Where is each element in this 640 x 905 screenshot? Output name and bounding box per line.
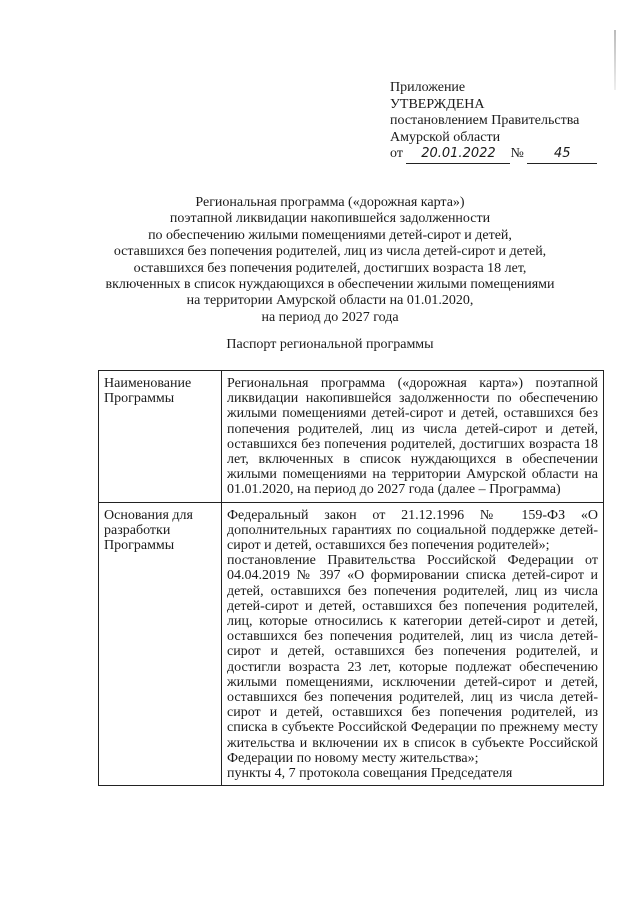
approval-line: постановлением Правительства (390, 113, 580, 128)
handwritten-number: 45 (527, 146, 597, 164)
approval-block (390, 80, 597, 164)
approval-line: Амурской области (390, 129, 501, 145)
date-prefix: от (390, 146, 403, 161)
approval-date-line (390, 146, 597, 164)
table-row (99, 502, 604, 786)
handwritten-date: 20.01.2022 (406, 146, 510, 164)
title-line: включенных в список нуждающихся в обеспечении жилыми помещениями (105, 277, 555, 293)
table-row (99, 371, 604, 503)
scan-artifact (614, 30, 616, 90)
passport-table (98, 370, 604, 786)
title-line: на период до 2027 года (261, 309, 399, 325)
title-line: поэтапной ликвидации накопившейся задолженности (169, 211, 491, 227)
number-sign: № (510, 146, 524, 161)
row-content (222, 502, 604, 786)
content-paragraph: пункты 4, 7 протокола совещания Председателя (227, 766, 513, 782)
passport-heading: Паспорт региональной программы (226, 337, 434, 352)
approval-line: Приложение (390, 80, 466, 95)
content-paragraph: постановление Правительства Российской Федерации от 04.04.2019 № 397 «О формировании списка детей-сирот и детей, оставшихся без попечения родителей, лиц из числа детей-сирот и детей, оставшихся без попечения родителей, лиц, которые относились к категории детей-сирот и детей, оставшихся без попечения родителей, лиц из числа детей-сирот и детей, оставшихся без попечения родителей, и достигли возраста 23 лет, которые подлежат обеспечению жилыми помещениями, исключении детей-сирот и детей, оставшихся без попечения родителей, лиц из числа детей-сирот и детей, оставшихся без попечения родителей, из списка в субъекте Российской Федерации по прежнему месту жительства и включении их в список в субъекте Российской Федерации по новому месту жительства»; (227, 553, 598, 766)
title-line: Региональная программа («дорожная карта») (195, 195, 465, 210)
title-line: оставшихся без попечения родителей, лиц из числа детей-сирот и детей, (113, 244, 547, 260)
document-title (90, 195, 570, 326)
row-label: Основания для разработки Программы (99, 502, 222, 786)
content-paragraph: Региональная программа («дорожная карта») поэтапной ликвидации накопившейся задолженности по обеспечению жилыми помещениями детей-сирот и детей, оставшихся без попечения родителей, лиц из числа детей-сирот и детей, оставшихся без попечения родителей, достигших возраста 18 лет, включенных в список нуждающихся в обеспечении жилыми помещениями на территории Амурской области на 01.01.2020, на период до 2027 года (далее – Программа) (227, 376, 598, 498)
title-line: оставшихся без попечения родителей, достигших возраста 18 лет, (133, 260, 527, 276)
row-label: Наименование Программы (99, 371, 222, 503)
content-paragraph: Федеральный закон от 21.12.1996 № 159-ФЗ «О дополнительных гарантиях по социальной поддержке детей-сирот и детей, оставшихся без попечения родителей»; (227, 507, 598, 554)
title-line: на территории Амурской области на 01.01.2020, (186, 293, 474, 309)
approval-status: УТВЕРЖДЕНА (390, 96, 485, 112)
title-line: по обеспечению жилыми помещениями детей-сирот и детей, (148, 227, 512, 243)
row-content (222, 371, 604, 503)
